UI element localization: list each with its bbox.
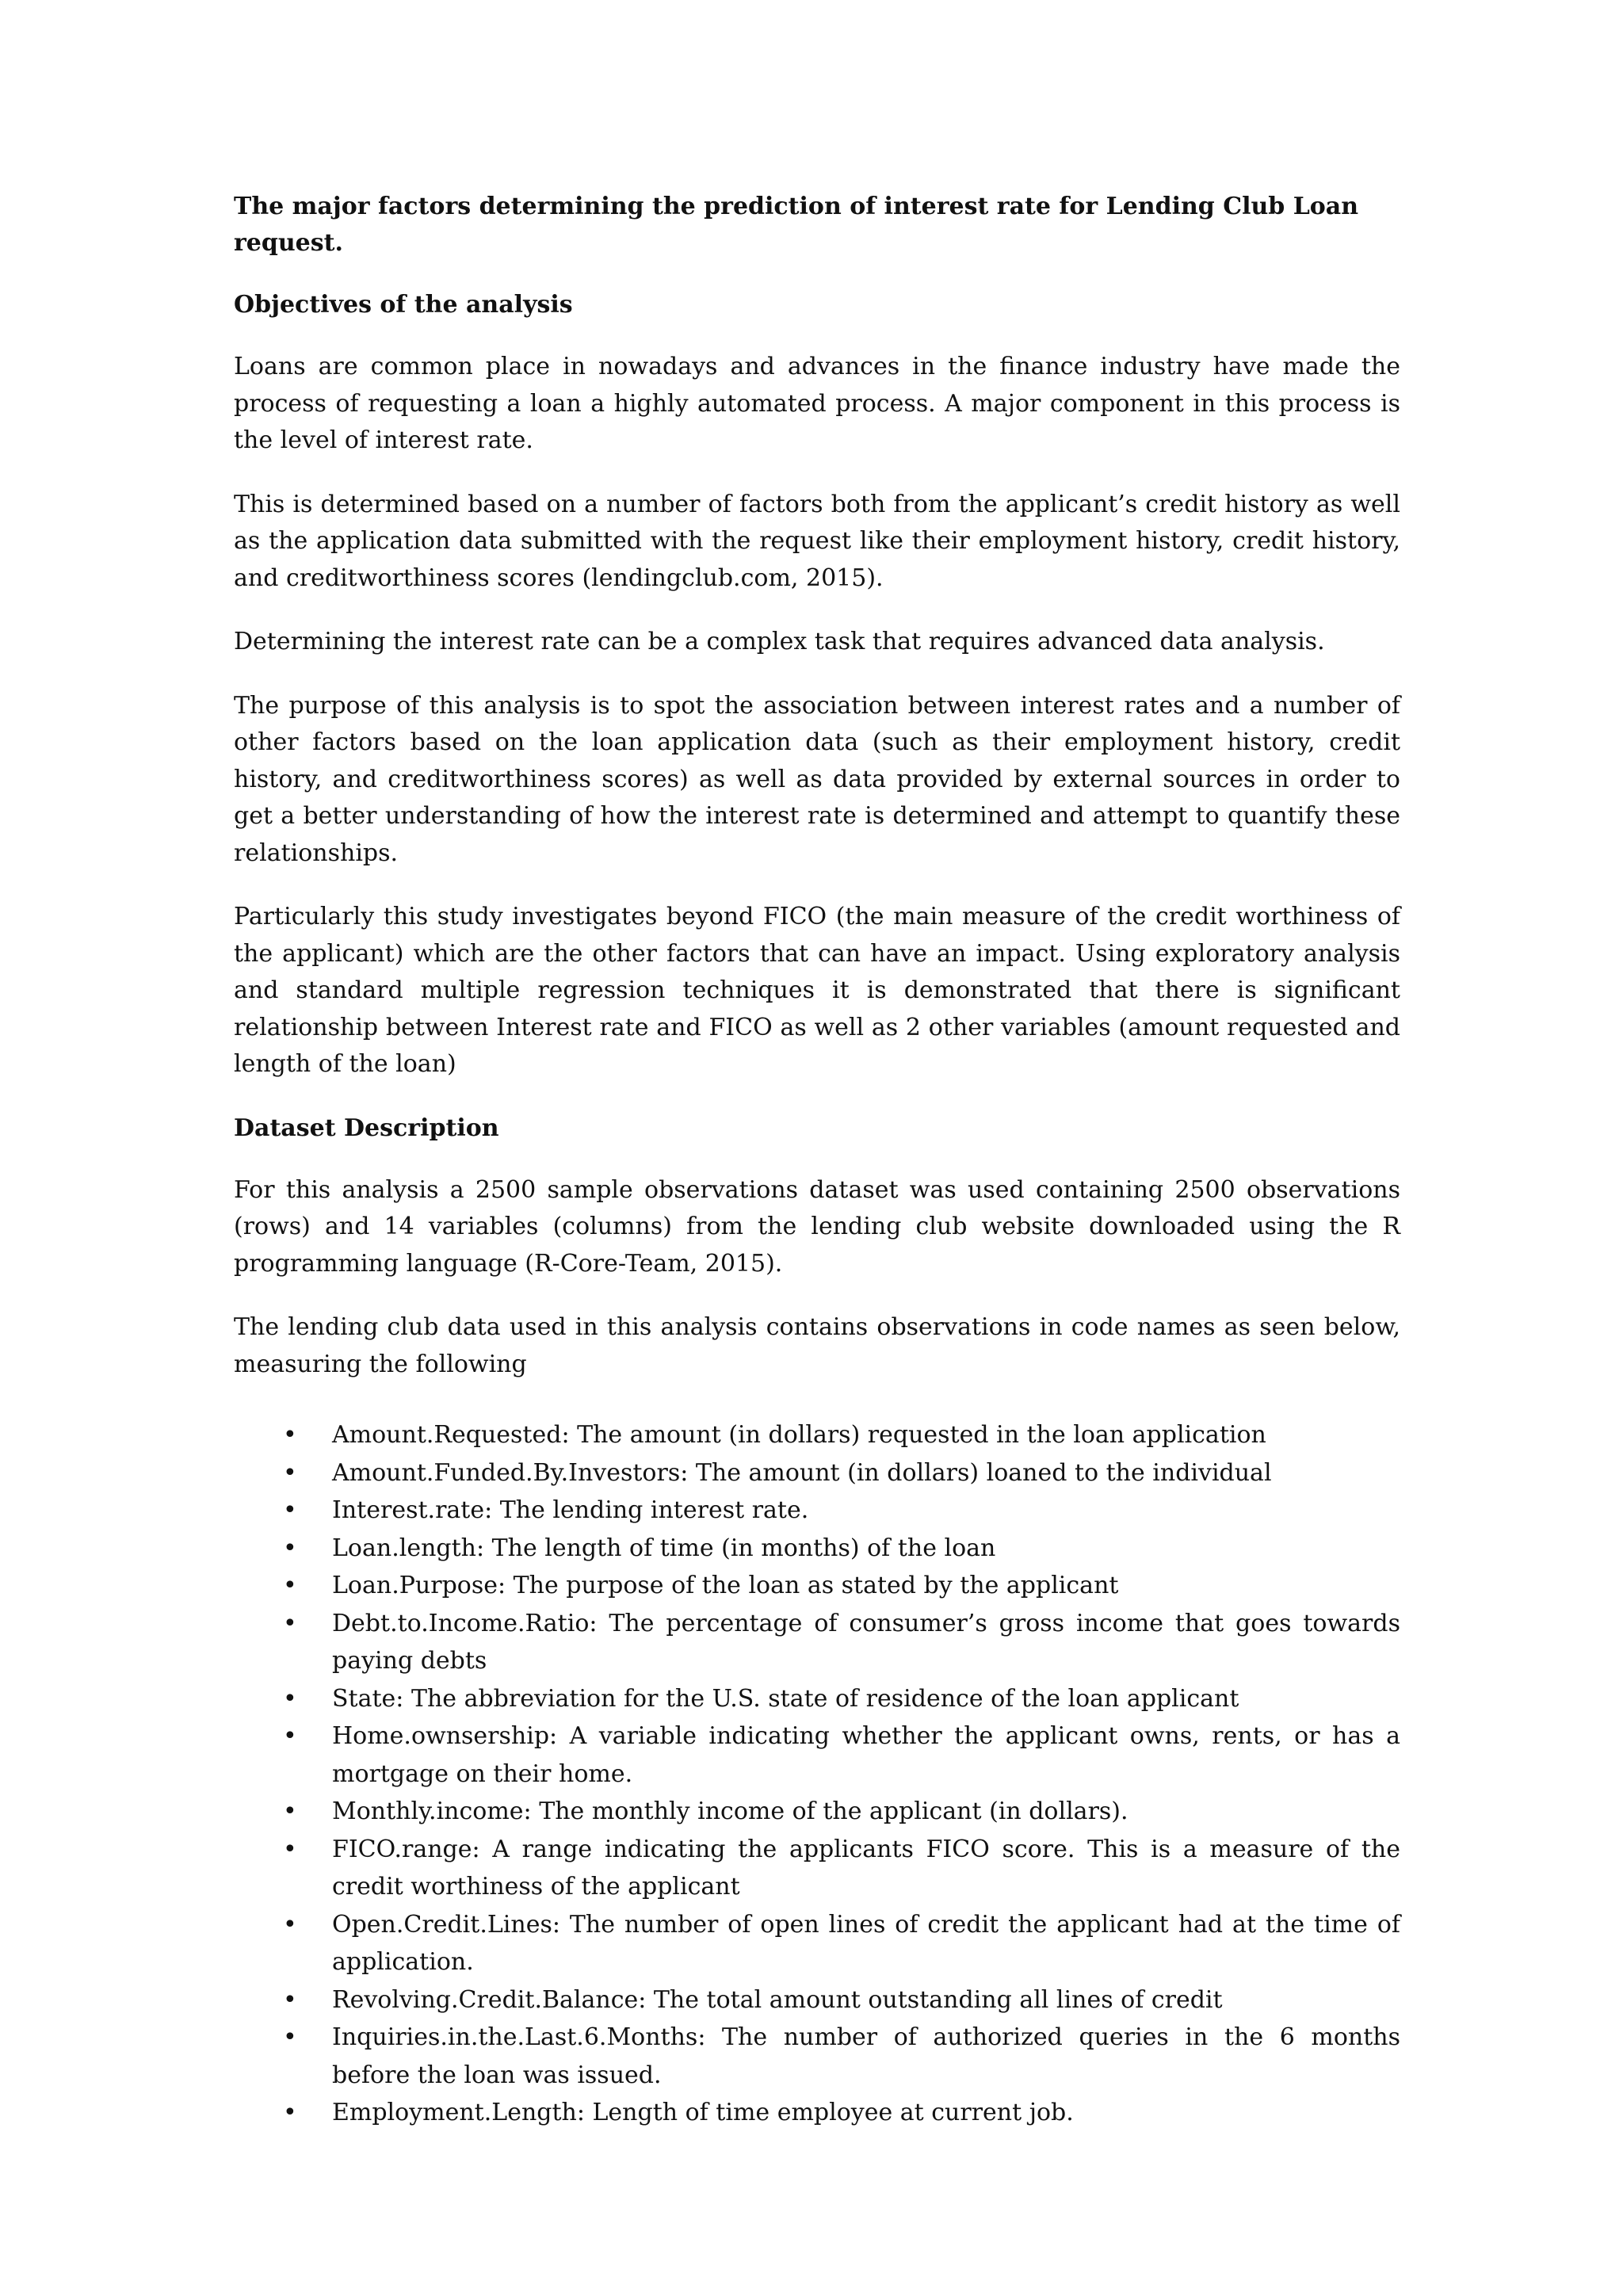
list-item — [234, 1567, 1400, 1605]
bullet-icon: • — [283, 1609, 297, 1637]
bullet-icon: • — [283, 1458, 297, 1487]
bullet-icon: • — [283, 1496, 297, 1524]
list-item — [234, 1416, 1400, 1454]
list-item-text: Debt.to.Income.Ratio: The percentage of consumer’s gross income that goes towards paying debts — [332, 1609, 1400, 1675]
bullet-icon: • — [283, 1534, 297, 1562]
list-item — [234, 1906, 1400, 1981]
variables-list — [234, 1416, 1400, 2132]
bullet-icon: • — [283, 2023, 297, 2051]
dataset-heading: Dataset Description — [234, 1114, 499, 1142]
list-item — [234, 1831, 1400, 1906]
bullet-icon: • — [283, 2099, 297, 2126]
list-item-text: Amount.Requested: The amount (in dollars) requested in the loan application — [332, 1421, 1266, 1449]
list-item-text: Monthly.income: The monthly income of the applicant (in dollars). — [332, 1797, 1128, 1825]
dataset-paragraph-1: For this analysis a 2500 sample observations dataset was used containing 2500 observations (rows) and 14 variables (columns) from the lending club website downloaded using the R programming language (R-Core-Team, 2015). — [234, 1175, 1400, 1278]
list-item-text: Interest.rate: The lending interest rate. — [332, 1496, 809, 1524]
list-item — [234, 1605, 1400, 1680]
list-item — [234, 1793, 1400, 1831]
list-item-text: Employment.Length: Length of time employee at current job. — [332, 2099, 1074, 2126]
bullet-icon: • — [283, 1684, 297, 1713]
list-item — [234, 1717, 1400, 1793]
objectives-paragraph-1: Loans are common place in nowadays and advances in the finance industry have made the process of requesting a loan a highly automated process. A major component in this process is the level of interest rate. — [234, 353, 1400, 454]
list-item — [234, 2019, 1400, 2094]
list-item-text: State: The abbreviation for the U.S. state of residence of the loan applicant — [332, 1684, 1239, 1713]
document-title: The major factors determining the prediction of interest rate for Lending Club Loan request. — [234, 193, 1359, 257]
document-page — [234, 189, 1400, 2132]
list-item — [234, 1530, 1400, 1568]
bullet-icon: • — [283, 1985, 297, 2014]
bullet-icon: • — [283, 1722, 297, 1750]
list-item-text: Amount.Funded.By.Investors: The amount (in dollars) loaned to the individual — [332, 1458, 1272, 1487]
list-item-text: Home.ownsership: A variable indicating whether the applicant owns, rents, or has a mortgage on their home. — [332, 1722, 1400, 1788]
list-item-text: Loan.Purpose: The purpose of the loan as stated by the applicant — [332, 1572, 1119, 1599]
objectives-heading: Objectives of the analysis — [234, 291, 573, 319]
list-item-text: Revolving.Credit.Balance: The total amount outstanding all lines of credit — [332, 1985, 1223, 2014]
list-item-text: Loan.length: The length of time (in months) of the loan — [332, 1534, 996, 1562]
objectives-paragraph-2: This is determined based on a number of factors both from the applicant’s credit history as well as the application data submitted with the request like their employment history, credit history, and creditworthiness scores (lendingclub.com, 2015). — [234, 490, 1400, 592]
bullet-icon: • — [283, 1797, 297, 1825]
objectives-paragraph-3: Determining the interest rate can be a complex task that requires advanced data analysis. — [234, 628, 1325, 655]
bullet-icon: • — [283, 1421, 297, 1449]
list-item — [234, 1492, 1400, 1530]
list-item — [234, 2094, 1400, 2132]
list-item-text: Inquiries.in.the.Last.6.Months: The number of authorized queries in the 6 months before the loan was issued. — [332, 2023, 1400, 2089]
bullet-icon: • — [283, 1572, 297, 1599]
list-item-text: Open.Credit.Lines: The number of open lines of credit the applicant had at the time of application. — [332, 1910, 1400, 1976]
objectives-paragraph-5: Particularly this study investigates beyond FICO (the main measure of the credit worthiness of the applicant) which are the other factors that can have an impact. Using exploratory analysis and standard multiple regression techniques it is demonstrated that there is significant relationship between Interest rate and FICO as well as 2 other variables (amount requested and length of the loan) — [234, 903, 1400, 1078]
bullet-icon: • — [283, 1835, 297, 1863]
dataset-section — [234, 1110, 1400, 2132]
dataset-paragraph-2: The lending club data used in this analysis contains observations in code names as seen below, measuring the following — [234, 1313, 1400, 1378]
list-item — [234, 1454, 1400, 1492]
list-item — [234, 1981, 1400, 2019]
list-item — [234, 1680, 1400, 1718]
bullet-icon: • — [283, 1910, 297, 1939]
objectives-section — [234, 287, 1400, 1083]
list-item-text: FICO.range: A range indicating the applicants FICO score. This is a measure of the credit worthiness of the applicant — [332, 1835, 1400, 1901]
objectives-paragraph-4: The purpose of this analysis is to spot the association between interest rates and a number of other factors based on the loan application data (such as their employment history, credit history, and creditworthiness scores) as well as data provided by external sources in order to get a better understanding of how the interest rate is determined and attempt to quantify these relationships. — [234, 691, 1400, 867]
